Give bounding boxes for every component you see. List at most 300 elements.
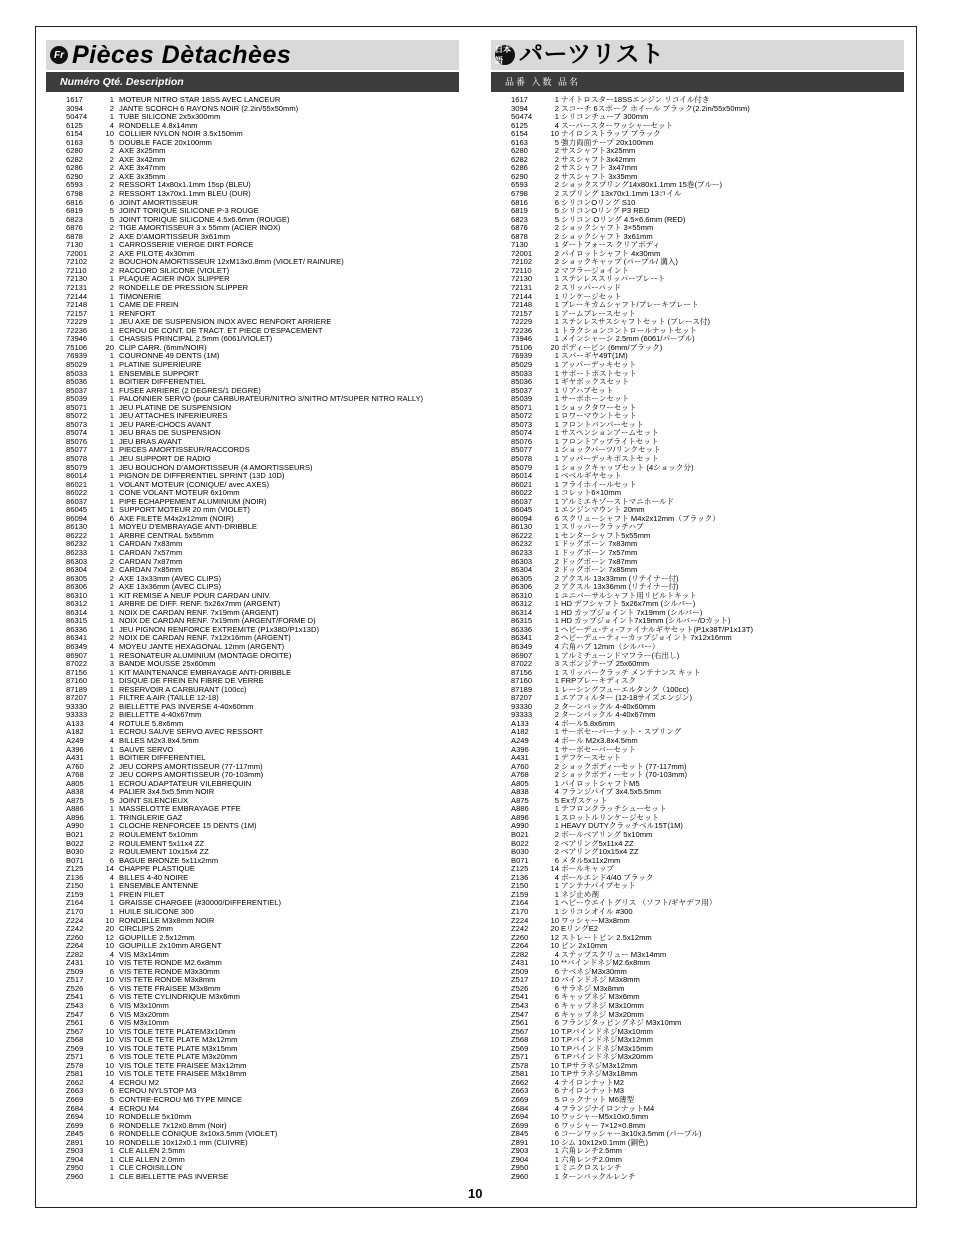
part-number: 86045 (511, 505, 533, 515)
japanese-parts-list (491, 96, 904, 1181)
part-row (46, 258, 459, 267)
part-number: A133 (66, 718, 84, 728)
part-quantity: 1 (109, 402, 114, 412)
part-row (491, 942, 904, 951)
part-row (491, 1087, 904, 1096)
part-quantity: 1 (109, 428, 114, 438)
part-number: Z960 (511, 1171, 529, 1181)
part-number: B022 (66, 838, 84, 848)
part-row (491, 746, 904, 755)
part-quantity: 1 (554, 898, 559, 908)
part-number: 85073 (66, 419, 88, 429)
part-quantity: 6 (554, 1018, 559, 1028)
part-description: HUILE SILICONE 300 (119, 906, 194, 916)
part-quantity: 2 (109, 163, 114, 173)
part-number: Z125 (66, 864, 84, 874)
part-quantity: 1 (554, 1154, 559, 1164)
part-description: BANDE MOUSSE 25x60mm (119, 659, 216, 669)
part-description: JEU PIGNON RENFORCE EXTREMITE (P1x38D/P1x13D) (119, 624, 320, 634)
part-quantity: 4 (554, 718, 559, 728)
part-number: 50474 (511, 112, 533, 122)
part-quantity: 1 (109, 334, 114, 344)
part-number: 86022 (511, 488, 533, 498)
part-number: Z431 (511, 958, 529, 968)
part-quantity: 2 (109, 265, 114, 275)
part-description: フランジタッピングネジ M3x10mm (561, 1018, 682, 1028)
part-row (46, 532, 459, 541)
part-description: JEU BRAS DE SUSPENSION (119, 428, 221, 438)
part-quantity: 1 (109, 881, 114, 891)
part-description: エンジンマウント 20mm (561, 505, 645, 515)
part-number: 72131 (66, 283, 88, 293)
part-number: 86304 (511, 565, 533, 575)
part-description: スロットルリンケージセット (561, 812, 660, 822)
part-description: ROTULE 5.8x6mm (119, 718, 184, 728)
part-number: 6154 (511, 129, 528, 139)
part-description: PALIER 3x4.5x5.5mm NOIR (119, 787, 215, 797)
part-description: フランジパイプ 3x4.5x5.5mm (561, 787, 661, 797)
part-row (491, 489, 904, 498)
part-quantity: 12 (550, 932, 559, 942)
part-quantity: 2 (554, 154, 559, 164)
part-quantity: 6 (554, 855, 559, 865)
part-description: フライホイールセット (561, 479, 637, 489)
part-row (491, 421, 904, 430)
part-row (46, 139, 459, 148)
part-row (46, 540, 459, 549)
part-number: 6816 (511, 197, 528, 207)
part-number: 72236 (511, 325, 533, 335)
part-quantity: 1 (554, 590, 559, 600)
part-description: JEU CORPS AMORTISSEUR (70-103mm) (119, 770, 264, 780)
part-quantity: 1 (554, 539, 559, 549)
part-number: 72148 (511, 300, 533, 310)
part-description: HEAVY DUTYクラッチベル15T(1M) (561, 821, 683, 831)
part-description: ARBRE CENTRAL 5x55mm (119, 530, 214, 540)
part-quantity: 2 (554, 710, 559, 720)
part-description: アッパーデッキポストセット (561, 453, 659, 463)
part-description: AXE 3x47mm (119, 163, 166, 173)
part-number: Z662 (511, 1077, 529, 1087)
part-quantity: 2 (554, 257, 559, 267)
part-row (46, 147, 459, 156)
part-number: 72229 (511, 317, 533, 327)
part-row (46, 395, 459, 404)
part-quantity: 1 (554, 428, 559, 438)
part-description: フロントバンパーセット (561, 419, 644, 429)
part-number: 76939 (511, 351, 533, 361)
part-description: ボール M2x3.8x4.5mm (561, 736, 638, 746)
part-description: シリコンOリング P3 RED (561, 206, 650, 216)
part-number: Z150 (66, 881, 84, 891)
part-description: PIPE ECHAPPEMENT ALUMINIUM (NOIR) (119, 496, 267, 506)
part-number: Z136 (511, 872, 529, 882)
part-number: 85037 (511, 385, 533, 395)
part-number: Z694 (66, 1112, 84, 1122)
part-quantity: 6 (109, 197, 114, 207)
part-number: 72236 (66, 325, 88, 335)
part-quantity: 2 (109, 171, 114, 181)
part-number: 6125 (66, 120, 83, 130)
part-row (46, 1002, 459, 1011)
part-number: Z264 (66, 941, 84, 951)
part-number: A896 (66, 812, 84, 822)
part-number: 86314 (511, 607, 533, 617)
part-number: A396 (511, 744, 529, 754)
part-number: 86014 (511, 471, 533, 481)
part-row (46, 575, 459, 584)
part-row (491, 156, 904, 165)
part-quantity: 4 (109, 642, 114, 651)
part-quantity: 1 (554, 505, 559, 515)
part-quantity: 1 (109, 505, 114, 515)
part-quantity: 4 (109, 736, 114, 746)
part-description: アクスル 13x33mm (リテイナー付) (561, 573, 679, 583)
part-description: CONTRE-ECROU M6 TYPE MINCE (119, 1094, 243, 1104)
part-number: Z694 (511, 1112, 529, 1122)
part-number: 72102 (511, 257, 533, 267)
part-quantity: 6 (109, 983, 114, 993)
part-number: 6154 (66, 129, 83, 139)
part-description: パイロットシャフトM5 (561, 778, 640, 788)
part-row (491, 105, 904, 114)
part-quantity: 1 (109, 308, 114, 318)
part-quantity: 1 (554, 453, 559, 463)
part-row (491, 404, 904, 413)
part-number: A396 (66, 744, 84, 754)
part-quantity: 2 (109, 103, 114, 113)
part-description: エアフィルター (12-18サイズエンジン) (561, 693, 693, 703)
part-description: Exガスケット (561, 795, 608, 805)
part-quantity: 1 (554, 778, 559, 788)
part-row (491, 455, 904, 464)
part-description: ピン 2x10mm (561, 941, 608, 951)
part-number: 6286 (66, 163, 83, 173)
part-description: バインドネジ M3x8mm (561, 975, 640, 985)
part-row (46, 566, 459, 575)
part-description: ワッシャー 7×12×0.8mm (561, 1120, 646, 1130)
part-description: シム 10x12x0.1mm (銅色) (561, 1137, 649, 1147)
part-description: NOIX DE CARDAN RENF. 7x12x16mm (ARGENT) (119, 633, 291, 643)
page-frame (35, 26, 917, 1208)
part-description: サスシャフト 3x35mm (561, 171, 638, 181)
part-quantity: 10 (105, 1026, 114, 1036)
part-row (46, 224, 459, 233)
part-row (46, 1147, 459, 1156)
part-number: Z569 (66, 1043, 84, 1053)
part-row (491, 395, 904, 404)
part-quantity: 1 (109, 753, 114, 763)
part-description: リンケージセット (561, 291, 622, 301)
part-description: BAGUE BRONZE 5x11x2mm (119, 855, 219, 865)
part-description: RONDELLE 4.8x14mm (119, 120, 198, 130)
part-number: Z845 (66, 1129, 84, 1139)
part-quantity: 4 (554, 787, 559, 797)
part-description: VIS TETE CYLINDRIQUE M3x6mm (119, 992, 240, 1002)
part-row (46, 412, 459, 421)
part-quantity: 1 (554, 471, 559, 481)
part-number: Z509 (511, 966, 529, 976)
part-number: Z569 (511, 1043, 529, 1053)
part-number: Z561 (511, 1018, 529, 1028)
part-description: RONDELLE CONIQUE 3x10x3.5mm (VIOLET) (119, 1129, 278, 1139)
part-row (491, 763, 904, 772)
part-row (491, 575, 904, 584)
part-description: ショックボディーセット (70-103mm) (561, 770, 688, 780)
part-description: マフラージョイント (561, 265, 630, 275)
part-quantity: 1 (109, 821, 114, 831)
part-number: Z431 (66, 958, 84, 968)
part-number: A805 (66, 778, 84, 788)
part-number: Z517 (511, 975, 529, 985)
part-number: 72102 (66, 257, 88, 267)
part-quantity: 10 (550, 1026, 559, 1036)
part-number: 86045 (66, 505, 88, 515)
part-quantity: 1 (554, 906, 559, 916)
part-description: サポートポストセット (561, 368, 637, 378)
part-row (46, 506, 459, 515)
part-quantity: 2 (554, 163, 559, 173)
part-number: Z170 (511, 906, 529, 916)
part-quantity: 1 (554, 291, 559, 301)
part-quantity: 4 (554, 736, 559, 746)
part-description: 六角レンチ2.5mm (561, 1146, 622, 1156)
part-quantity: 1 (109, 906, 114, 916)
part-row (491, 976, 904, 985)
part-description: JEU AXE DE SUSPENSION INOX AVEC RENFORT ARRIERE (119, 317, 332, 327)
part-quantity: 2 (554, 189, 559, 199)
part-row (491, 258, 904, 267)
part-row (46, 1087, 459, 1096)
part-number: 6125 (511, 120, 528, 130)
part-quantity: 2 (554, 283, 559, 293)
part-description: AXE PILOTE 4x30mm (119, 248, 195, 258)
part-description: FREIN FILET (119, 889, 165, 899)
part-row (46, 746, 459, 755)
part-row (491, 1156, 904, 1165)
part-description: サーボホーンセット (561, 394, 630, 404)
part-number: 86907 (66, 650, 88, 660)
part-number: Z260 (511, 932, 529, 942)
part-description: VIS TOLE TETE FRAISEE M3x18mm (119, 1069, 247, 1079)
part-number: 86130 (66, 522, 88, 532)
part-description: TIMONERIE (119, 291, 162, 301)
part-number: Z541 (66, 992, 84, 1002)
part-row (491, 481, 904, 490)
part-quantity: 1 (554, 821, 559, 831)
part-row (491, 583, 904, 592)
part-description: PLATINE SUPERIEURE (119, 359, 202, 369)
part-quantity: 2 (109, 146, 114, 156)
part-quantity: 1 (554, 411, 559, 421)
part-number: 86306 (66, 582, 88, 592)
part-number: Z543 (66, 1000, 84, 1010)
part-row (46, 164, 459, 173)
part-quantity: 2 (554, 838, 559, 848)
part-quantity: 1 (109, 240, 114, 250)
part-row (46, 1079, 459, 1088)
part-description: RONDELLE 10x12x0.1 mm (CUIVRE) (119, 1137, 248, 1147)
part-quantity: 6 (109, 1129, 114, 1139)
part-number: 86021 (66, 479, 88, 489)
part-description: ギヤボックスセット (561, 377, 630, 387)
part-number: 6280 (511, 146, 528, 156)
part-number: B071 (66, 855, 84, 865)
part-description: T.PバインドネジM3x15mm (561, 1043, 653, 1053)
french-parts-column (46, 40, 459, 1181)
part-quantity: 1 (109, 812, 114, 822)
part-number: A886 (66, 804, 84, 814)
part-row (46, 1045, 459, 1054)
part-number: 86222 (66, 530, 88, 540)
part-row (46, 942, 459, 951)
part-quantity: 5 (554, 1094, 559, 1104)
part-description: FILTRE A AIR (TAILLE 12-18) (119, 693, 219, 703)
part-description: PIGNON DE DIFFERENTIEL SPRINT (13D 10D) (119, 471, 285, 481)
part-description: キャップネジ M3x10mm (561, 1000, 644, 1010)
part-quantity: 1 (554, 274, 559, 284)
part-row (491, 720, 904, 729)
part-description: AXE 13x33mm (AVEC CLIPS) (119, 573, 221, 583)
part-description: ターンバックル 4-40x60mm (561, 701, 656, 711)
part-quantity: 1 (109, 385, 114, 395)
part-quantity: 1 (109, 453, 114, 463)
part-number: 86306 (511, 582, 533, 592)
part-quantity: 6 (554, 1086, 559, 1096)
part-quantity: 10 (550, 1060, 559, 1070)
part-description: センターシャフト5x55mm (561, 530, 651, 540)
part-description: ナベネジM3x30mm (561, 966, 627, 976)
part-quantity: 10 (550, 915, 559, 925)
part-number: Z699 (511, 1120, 529, 1130)
part-number: 85077 (66, 445, 88, 455)
part-quantity: 1 (109, 616, 114, 626)
part-quantity: 1 (109, 291, 114, 301)
part-description: ストレートピン 2.5x12mm (561, 932, 652, 942)
part-number: Z164 (511, 898, 529, 908)
part-quantity: 4 (109, 949, 114, 959)
part-number: 85033 (66, 368, 88, 378)
part-number: 86349 (511, 642, 533, 651)
part-number: 85078 (66, 453, 88, 463)
part-number: Z684 (66, 1103, 84, 1113)
part-number: Z578 (66, 1060, 84, 1070)
part-description: CAME DE FREIN (119, 300, 179, 310)
part-quantity: 5 (109, 795, 114, 805)
part-row (46, 985, 459, 994)
part-row (491, 805, 904, 814)
part-number: Z242 (66, 924, 84, 934)
part-description: ナイロンナットM2 (561, 1077, 625, 1087)
part-quantity: 10 (550, 1043, 559, 1053)
part-row (491, 694, 904, 703)
part-row (491, 882, 904, 891)
part-number: 6816 (66, 197, 83, 207)
part-number: Z904 (511, 1154, 529, 1164)
part-number: 6163 (66, 137, 83, 147)
part-number: Z561 (66, 1018, 84, 1028)
part-row (46, 840, 459, 849)
part-description: ショックキャップセット (4ショック分) (561, 462, 694, 472)
part-description: VOLANT MOTEUR (CONIQUE/ avec AXES) (119, 479, 270, 489)
part-description: ショックパーツ/リンクセット (561, 445, 661, 455)
part-number: 86232 (66, 539, 88, 549)
part-row (491, 370, 904, 379)
part-description: フランジナイロンナットM4 (561, 1103, 655, 1113)
part-quantity: 4 (109, 1077, 114, 1087)
part-number: 85071 (66, 402, 88, 412)
part-number: A760 (66, 761, 84, 771)
part-description: ベアリング5x11x4 ZZ (561, 838, 634, 848)
part-quantity: 5 (554, 206, 559, 216)
part-quantity: 1 (554, 607, 559, 617)
part-quantity: 5 (109, 1094, 114, 1104)
part-quantity: 4 (109, 120, 114, 130)
part-row (491, 429, 904, 438)
part-number: Z578 (511, 1060, 529, 1070)
part-row (491, 822, 904, 831)
part-quantity: 6 (554, 983, 559, 993)
part-description: スパーギヤ49T(1M) (561, 351, 628, 361)
part-number: Z282 (66, 949, 84, 959)
part-number: Z517 (66, 975, 84, 985)
part-description: ボールエンド4/40 ブラック (561, 872, 654, 882)
part-number: 6280 (66, 146, 83, 156)
part-description: **バインドネジM2.6x8mm (561, 958, 650, 968)
part-quantity: 1 (554, 359, 559, 369)
part-number: 87022 (511, 659, 533, 669)
part-quantity: 3 (109, 659, 114, 669)
part-number: 85072 (511, 411, 533, 421)
part-number: B030 (511, 847, 529, 857)
part-number: 86315 (511, 616, 533, 626)
part-quantity: 5 (109, 214, 114, 224)
part-number: 86014 (66, 471, 88, 481)
part-number: Z224 (66, 915, 84, 925)
part-quantity: 1 (109, 317, 114, 327)
part-row (491, 711, 904, 720)
part-number: Z903 (66, 1146, 84, 1156)
part-quantity: 2 (109, 565, 114, 575)
part-row (491, 233, 904, 242)
part-description: ROULEMENT 5x11x4 ZZ (119, 838, 204, 848)
part-number: 86233 (511, 547, 533, 557)
part-description: GRAISSE CHARGEE (#30000/DIFFERENTIEL) (119, 898, 282, 908)
part-number: Z891 (511, 1137, 529, 1147)
part-number: 87160 (511, 676, 533, 686)
part-row (46, 181, 459, 190)
part-quantity: 1 (109, 539, 114, 549)
part-number: Z669 (66, 1094, 84, 1104)
part-description: VIS TOLE TETE FRAISEE M3x12mm (119, 1060, 247, 1070)
part-number: 72229 (66, 317, 88, 327)
part-quantity: 2 (554, 701, 559, 711)
part-description: RESONATEUR ALUMINIUM (MONTAGE DROITE) (119, 650, 292, 660)
part-number: A760 (511, 761, 529, 771)
part-quantity: 1 (554, 300, 559, 310)
part-description: ターンバックルレンチ (561, 1171, 636, 1181)
part-row (491, 199, 904, 208)
part-row (491, 780, 904, 789)
part-description: サスシャフト3x25mm (561, 146, 636, 156)
part-number: 6163 (511, 137, 528, 147)
part-row (46, 993, 459, 1002)
part-quantity: 2 (554, 556, 559, 566)
part-quantity: 2 (109, 838, 114, 848)
part-description: メタル5x11x2mm (561, 855, 621, 865)
part-description: MOTEUR NITRO STAR 18SS AVEC LANCEUR (119, 95, 281, 104)
part-number: Z164 (66, 898, 84, 908)
